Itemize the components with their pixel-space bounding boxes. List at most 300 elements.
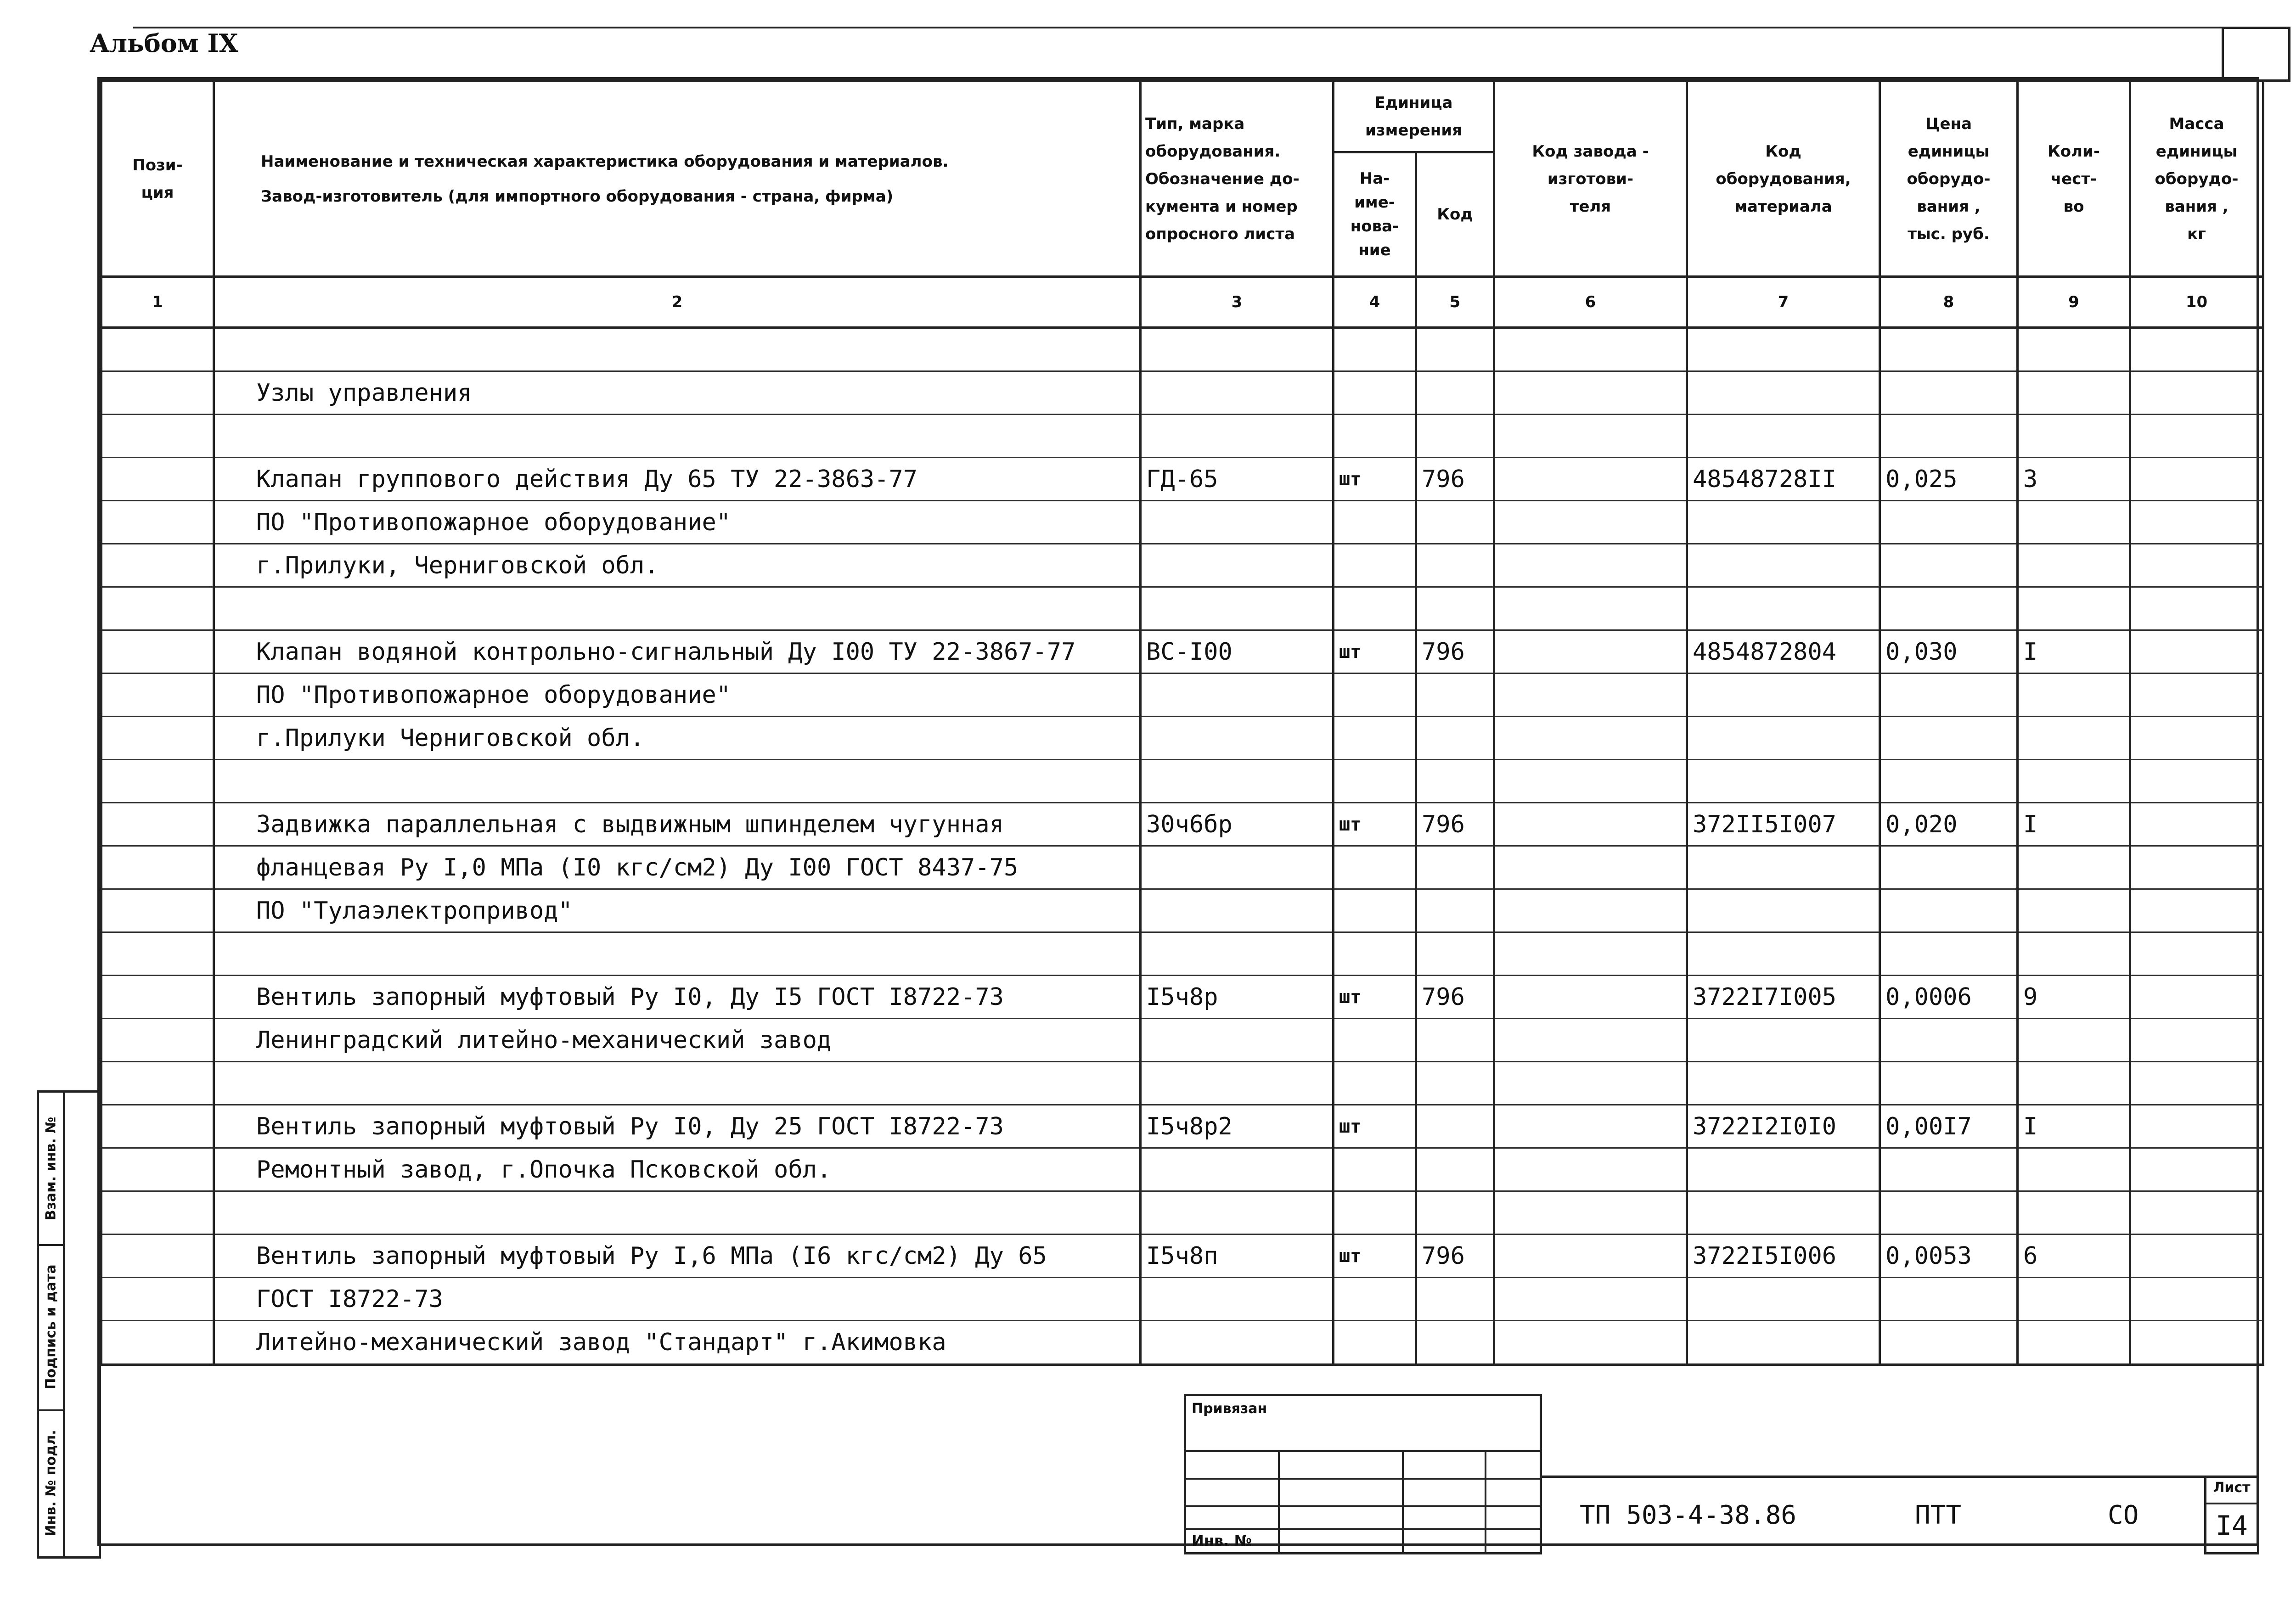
table-row (101, 328, 2263, 371)
cell-type (1141, 1062, 1334, 1105)
cell-unit-code (1416, 587, 1494, 630)
cell-mass (2130, 1278, 2263, 1321)
cell-equipment-code: 3722I7I005 (1687, 976, 1880, 1019)
cell-type: 30ч6бр (1141, 803, 1334, 846)
cell-name: Ремонтный завод, г.Опочка Псковской обл. (214, 1148, 1141, 1191)
cell-unit (1334, 932, 1416, 976)
cell-price (1880, 1191, 2018, 1234)
col-number: 5 (1416, 277, 1494, 328)
table-row (101, 501, 2263, 544)
cell-type (1141, 889, 1334, 932)
cell-type (1141, 415, 1334, 458)
side-stamp (37, 1090, 101, 1559)
table-row (101, 717, 2263, 760)
cell-quantity (2018, 1062, 2130, 1105)
cell-mass (2130, 1234, 2263, 1278)
col-number: 1 (101, 277, 214, 328)
cell-unit-code (1416, 1321, 1494, 1365)
cell-type (1141, 846, 1334, 889)
cell-equipment-code (1687, 544, 1880, 587)
cell-unit (1334, 544, 1416, 587)
cell-unit-code: 796 (1416, 976, 1494, 1019)
cell-price (1880, 371, 2018, 415)
cell-factory-code (1494, 544, 1687, 587)
cell-position (101, 328, 214, 371)
cell-name: Вентиль запорный муфтовый Ру I0, Ду 25 ГОСТ I8722-73 (214, 1105, 1141, 1148)
table-row (101, 371, 2263, 415)
cell-mass (2130, 458, 2263, 501)
cell-unit (1334, 717, 1416, 760)
cell-equipment-code (1687, 328, 1880, 371)
cell-factory-code (1494, 889, 1687, 932)
cell-quantity: I (2018, 1105, 2130, 1148)
cell-mass (2130, 1062, 2263, 1105)
col-number: 7 (1687, 277, 1880, 328)
cell-position (101, 1105, 214, 1148)
cell-name: ПО "Тулаэлектропривод" (214, 889, 1141, 932)
cell-type: ГД-65 (1141, 458, 1334, 501)
cell-position (101, 760, 214, 803)
cell-factory-code (1494, 328, 1687, 371)
table-row (101, 630, 2263, 673)
cell-price: 0,0006 (1880, 976, 2018, 1019)
table-row (101, 1321, 2263, 1365)
cell-mass (2130, 415, 2263, 458)
cell-equipment-code: 3722I5I006 (1687, 1234, 1880, 1278)
cell-quantity (2018, 846, 2130, 889)
cell-name (214, 1062, 1141, 1105)
cell-name: Литейно-механический завод "Стандарт" г.Акимовка (214, 1321, 1141, 1365)
cell-unit-code (1416, 328, 1494, 371)
cell-price (1880, 717, 2018, 760)
cell-factory-code (1494, 371, 1687, 415)
table-row (101, 889, 2263, 932)
cell-position (101, 1191, 214, 1234)
cell-factory-code (1494, 415, 1687, 458)
cell-type (1141, 371, 1334, 415)
cell-price (1880, 1148, 2018, 1191)
cell-equipment-code: 48548728II (1687, 458, 1880, 501)
cell-quantity (2018, 1019, 2130, 1062)
cell-unit (1334, 587, 1416, 630)
cell-factory-code (1494, 1321, 1687, 1365)
col-header-unit-code: Код (1416, 152, 1494, 277)
cell-type: I5ч8п (1141, 1234, 1334, 1278)
cell-price (1880, 889, 2018, 932)
table-row (101, 932, 2263, 976)
cell-quantity (2018, 544, 2130, 587)
cell-quantity: 6 (2018, 1234, 2130, 1278)
cell-name: г.Прилуки Черниговской обл. (214, 717, 1141, 760)
cell-factory-code (1494, 760, 1687, 803)
cell-unit: шт (1334, 976, 1416, 1019)
cell-unit (1334, 1148, 1416, 1191)
cell-position (101, 1278, 214, 1321)
cell-quantity (2018, 328, 2130, 371)
cell-name: Задвижка параллельная с выдвижным шпинделем чугунная (214, 803, 1141, 846)
cell-name: Клапан группового действия Ду 65 ТУ 22-3863-77 (214, 458, 1141, 501)
cell-position (101, 1321, 214, 1365)
cell-name: г.Прилуки, Черниговской обл. (214, 544, 1141, 587)
cell-mass (2130, 371, 2263, 415)
table-row (101, 760, 2263, 803)
cell-unit-code: 796 (1416, 1234, 1494, 1278)
cell-quantity (2018, 1278, 2130, 1321)
corner-box (2222, 27, 2290, 82)
table-row (101, 1278, 2263, 1321)
cell-equipment-code (1687, 760, 1880, 803)
section-code: ПТТ (1915, 1500, 1962, 1530)
cell-factory-code (1494, 673, 1687, 717)
cell-equipment-code (1687, 846, 1880, 889)
cell-quantity: 3 (2018, 458, 2130, 501)
cell-unit (1334, 1019, 1416, 1062)
col-header-price: Цена единицы оборудо- вания , тыс. руб. (1880, 81, 2018, 277)
col-header-position: Пози- ция (101, 81, 214, 277)
cell-factory-code (1494, 501, 1687, 544)
cell-position (101, 371, 214, 415)
cell-unit (1334, 673, 1416, 717)
cell-equipment-code (1687, 501, 1880, 544)
cell-quantity (2018, 371, 2130, 415)
cell-type (1141, 673, 1334, 717)
cell-unit-code (1416, 1278, 1494, 1321)
cell-mass (2130, 501, 2263, 544)
cell-unit (1334, 889, 1416, 932)
cell-factory-code (1494, 932, 1687, 976)
cell-position (101, 1234, 214, 1278)
cell-unit-code (1416, 717, 1494, 760)
title-block (1184, 1394, 1542, 1554)
cell-price (1880, 932, 2018, 976)
cell-name (214, 1191, 1141, 1234)
cell-mass (2130, 932, 2263, 976)
cell-mass (2130, 889, 2263, 932)
cell-price: 0,025 (1880, 458, 2018, 501)
col-number: 9 (2018, 277, 2130, 328)
cell-equipment-code (1687, 889, 1880, 932)
cell-price (1880, 846, 2018, 889)
cell-mass (2130, 760, 2263, 803)
col-number: 8 (1880, 277, 2018, 328)
cell-quantity (2018, 889, 2130, 932)
table-row (101, 587, 2263, 630)
cell-unit (1334, 1321, 1416, 1365)
cell-equipment-code: 3722I2I0I0 (1687, 1105, 1880, 1148)
table-row (101, 458, 2263, 501)
cell-name: Вентиль запорный муфтовый Ру I0, Ду I5 ГОСТ I8722-73 (214, 976, 1141, 1019)
cell-unit-code (1416, 544, 1494, 587)
cell-unit-code: 796 (1416, 458, 1494, 501)
cell-unit (1334, 415, 1416, 458)
cell-price: 0,020 (1880, 803, 2018, 846)
sheet-label: Лист (2213, 1480, 2251, 1496)
cell-mass (2130, 544, 2263, 587)
cell-unit-code: 796 (1416, 630, 1494, 673)
cell-unit (1334, 760, 1416, 803)
cell-price (1880, 1062, 2018, 1105)
cell-equipment-code (1687, 1148, 1880, 1191)
cell-unit (1334, 328, 1416, 371)
cell-mass (2130, 1148, 2263, 1191)
cell-unit-code (1416, 889, 1494, 932)
cell-factory-code (1494, 1278, 1687, 1321)
table-row (101, 1105, 2263, 1148)
cell-price (1880, 544, 2018, 587)
inventory-label: Инв. № (1192, 1532, 1252, 1549)
col-header-mass: Масса единицы оборудо- вания , кг (2130, 81, 2263, 277)
cell-equipment-code (1687, 415, 1880, 458)
stamp-signature-date: Подпись и дата (43, 1264, 59, 1390)
cell-factory-code (1494, 1105, 1687, 1148)
cell-price (1880, 501, 2018, 544)
cell-equipment-code (1687, 587, 1880, 630)
cell-mass (2130, 1191, 2263, 1234)
cell-quantity (2018, 415, 2130, 458)
cell-unit: шт (1334, 1234, 1416, 1278)
cell-price (1880, 1278, 2018, 1321)
col-header-type: Тип, марка оборудования. Обозначение до- кумента и номер опросного листа (1141, 81, 1334, 277)
cell-unit: шт (1334, 1105, 1416, 1148)
cell-position (101, 630, 214, 673)
cell-mass (2130, 803, 2263, 846)
cell-equipment-code: 4854872804 (1687, 630, 1880, 673)
cell-unit-code (1416, 1105, 1494, 1148)
cell-factory-code (1494, 1148, 1687, 1191)
cell-type (1141, 1191, 1334, 1234)
cell-position (101, 1019, 214, 1062)
tied-label: Привязан (1192, 1401, 1267, 1417)
table-row (101, 803, 2263, 846)
cell-unit-code (1416, 501, 1494, 544)
col-number: 6 (1494, 277, 1687, 328)
cell-name: Узлы управления (214, 371, 1141, 415)
cell-factory-code (1494, 846, 1687, 889)
cell-mass (2130, 976, 2263, 1019)
cell-name: Клапан водяной контрольно-сигнальный Ду I00 ТУ 22-3867-77 (214, 630, 1141, 673)
cell-quantity (2018, 1148, 2130, 1191)
top-rule (133, 27, 2223, 28)
cell-unit (1334, 1278, 1416, 1321)
cell-type (1141, 587, 1334, 630)
cell-name (214, 760, 1141, 803)
cell-price (1880, 328, 2018, 371)
cell-price: 0,0053 (1880, 1234, 2018, 1278)
cell-equipment-code (1687, 371, 1880, 415)
cell-unit (1334, 1062, 1416, 1105)
col-header-unit-group: Единица измерения (1334, 81, 1494, 152)
cell-type (1141, 544, 1334, 587)
cell-equipment-code (1687, 932, 1880, 976)
col-number: 2 (214, 277, 1141, 328)
cell-unit (1334, 501, 1416, 544)
cell-position (101, 889, 214, 932)
cell-factory-code (1494, 630, 1687, 673)
cell-name: ПО "Противопожарное оборудование" (214, 501, 1141, 544)
cell-price (1880, 673, 2018, 717)
cell-equipment-code (1687, 1062, 1880, 1105)
cell-equipment-code (1687, 1191, 1880, 1234)
cell-quantity: I (2018, 630, 2130, 673)
col-header-unit-name: На- име- нова- ние (1334, 152, 1416, 277)
stamp-original-inv: Инв. № подл. (43, 1429, 59, 1537)
cell-quantity (2018, 1321, 2130, 1365)
cell-unit (1334, 1191, 1416, 1234)
cell-type (1141, 1278, 1334, 1321)
stage-code: СО (2108, 1500, 2139, 1530)
cell-name: Вентиль запорный муфтовый Ру I,6 МПа (I6 кгс/см2) Ду 65 (214, 1234, 1141, 1278)
cell-position (101, 976, 214, 1019)
cell-type (1141, 932, 1334, 976)
cell-unit (1334, 371, 1416, 415)
specification-table (100, 80, 2264, 1366)
cell-type: ВС-I00 (1141, 630, 1334, 673)
cell-name: фланцевая Ру I,0 МПа (I0 кгс/см2) Ду I00 ГОСТ 8437-75 (214, 846, 1141, 889)
cell-equipment-code (1687, 673, 1880, 717)
cell-name: ГОСТ I8722-73 (214, 1278, 1141, 1321)
cell-factory-code (1494, 803, 1687, 846)
cell-quantity (2018, 673, 2130, 717)
cell-name (214, 415, 1141, 458)
cell-price (1880, 415, 2018, 458)
cell-type (1141, 717, 1334, 760)
cell-factory-code (1494, 587, 1687, 630)
cell-unit-code (1416, 932, 1494, 976)
cell-equipment-code (1687, 1019, 1880, 1062)
cell-equipment-code: 372II5I007 (1687, 803, 1880, 846)
cell-unit-code (1416, 415, 1494, 458)
cell-type: I5ч8р (1141, 976, 1334, 1019)
table-row (101, 976, 2263, 1019)
col-header-name: Наименование и техническая характеристика оборудования и материалов. Завод-изготовитель (для импортного оборудования - страна, фирма) (214, 81, 1141, 277)
cell-unit-code (1416, 1019, 1494, 1062)
cell-mass (2130, 1019, 2263, 1062)
cell-position (101, 501, 214, 544)
cell-mass (2130, 630, 2263, 673)
table-row (101, 1191, 2263, 1234)
cell-quantity (2018, 501, 2130, 544)
sheet-box (2204, 1476, 2259, 1554)
col-number: 10 (2130, 277, 2263, 328)
cell-mass (2130, 587, 2263, 630)
cell-quantity: I (2018, 803, 2130, 846)
table-row (101, 1234, 2263, 1278)
cell-unit: шт (1334, 458, 1416, 501)
cell-unit: шт (1334, 803, 1416, 846)
table-row (101, 415, 2263, 458)
cell-quantity (2018, 760, 2130, 803)
cell-type (1141, 1321, 1334, 1365)
cell-price (1880, 760, 2018, 803)
cell-unit: шт (1334, 630, 1416, 673)
table-row (101, 1019, 2263, 1062)
cell-position (101, 415, 214, 458)
cell-price (1880, 1019, 2018, 1062)
document-code: ТП 503-4-38.86 (1580, 1500, 1797, 1530)
cell-name (214, 328, 1141, 371)
cell-quantity (2018, 1191, 2130, 1234)
cell-factory-code (1494, 1191, 1687, 1234)
col-number: 3 (1141, 277, 1334, 328)
cell-position (101, 803, 214, 846)
cell-type (1141, 501, 1334, 544)
cell-type (1141, 1019, 1334, 1062)
cell-position (101, 458, 214, 501)
cell-price (1880, 587, 2018, 630)
cell-position (101, 544, 214, 587)
cell-position (101, 1062, 214, 1105)
cell-factory-code (1494, 458, 1687, 501)
cell-unit-code: 796 (1416, 803, 1494, 846)
table-row (101, 846, 2263, 889)
col-header-quantity: Коли- чест- во (2018, 81, 2130, 277)
cell-type: I5ч8р2 (1141, 1105, 1334, 1148)
cell-equipment-code (1687, 1321, 1880, 1365)
table-row (101, 1062, 2263, 1105)
cell-position (101, 673, 214, 717)
cell-unit-code (1416, 1191, 1494, 1234)
cell-factory-code (1494, 1062, 1687, 1105)
cell-unit-code (1416, 1148, 1494, 1191)
cell-name: ПО "Противопожарное оборудование" (214, 673, 1141, 717)
cell-price: 0,030 (1880, 630, 2018, 673)
cell-name (214, 587, 1141, 630)
col-header-factory-code: Код завода - изготови- теля (1494, 81, 1687, 277)
cell-position (101, 1148, 214, 1191)
cell-position (101, 846, 214, 889)
cell-mass (2130, 1105, 2263, 1148)
cell-factory-code (1494, 717, 1687, 760)
cell-unit-code (1416, 1062, 1494, 1105)
cell-quantity: 9 (2018, 976, 2130, 1019)
cell-name (214, 932, 1141, 976)
cell-type (1141, 328, 1334, 371)
cell-factory-code (1494, 1019, 1687, 1062)
table-row (101, 673, 2263, 717)
album-label: Альбом IX (90, 28, 238, 58)
cell-quantity (2018, 932, 2130, 976)
table-row (101, 1148, 2263, 1191)
title-rule (1542, 1476, 2259, 1478)
cell-price (1880, 1321, 2018, 1365)
cell-unit (1334, 846, 1416, 889)
cell-mass (2130, 846, 2263, 889)
cell-equipment-code (1687, 1278, 1880, 1321)
cell-mass (2130, 328, 2263, 371)
table-row (101, 544, 2263, 587)
cell-factory-code (1494, 976, 1687, 1019)
cell-quantity (2018, 717, 2130, 760)
cell-mass (2130, 717, 2263, 760)
sheet-number: I4 (2216, 1510, 2248, 1541)
cell-factory-code (1494, 1234, 1687, 1278)
cell-unit-code (1416, 673, 1494, 717)
column-numbers-row (101, 277, 2263, 328)
stamp-replace-inv: Взам. инв. № (43, 1116, 59, 1220)
cell-equipment-code (1687, 717, 1880, 760)
cell-quantity (2018, 587, 2130, 630)
cell-mass (2130, 673, 2263, 717)
cell-name: Ленинградский литейно-механический завод (214, 1019, 1141, 1062)
cell-price: 0,00I7 (1880, 1105, 2018, 1148)
cell-mass (2130, 1321, 2263, 1365)
col-header-equipment-code: Код оборудования, материала (1687, 81, 1880, 277)
cell-position (101, 717, 214, 760)
col-number: 4 (1334, 277, 1416, 328)
cell-unit-code (1416, 846, 1494, 889)
cell-type (1141, 760, 1334, 803)
cell-unit-code (1416, 760, 1494, 803)
